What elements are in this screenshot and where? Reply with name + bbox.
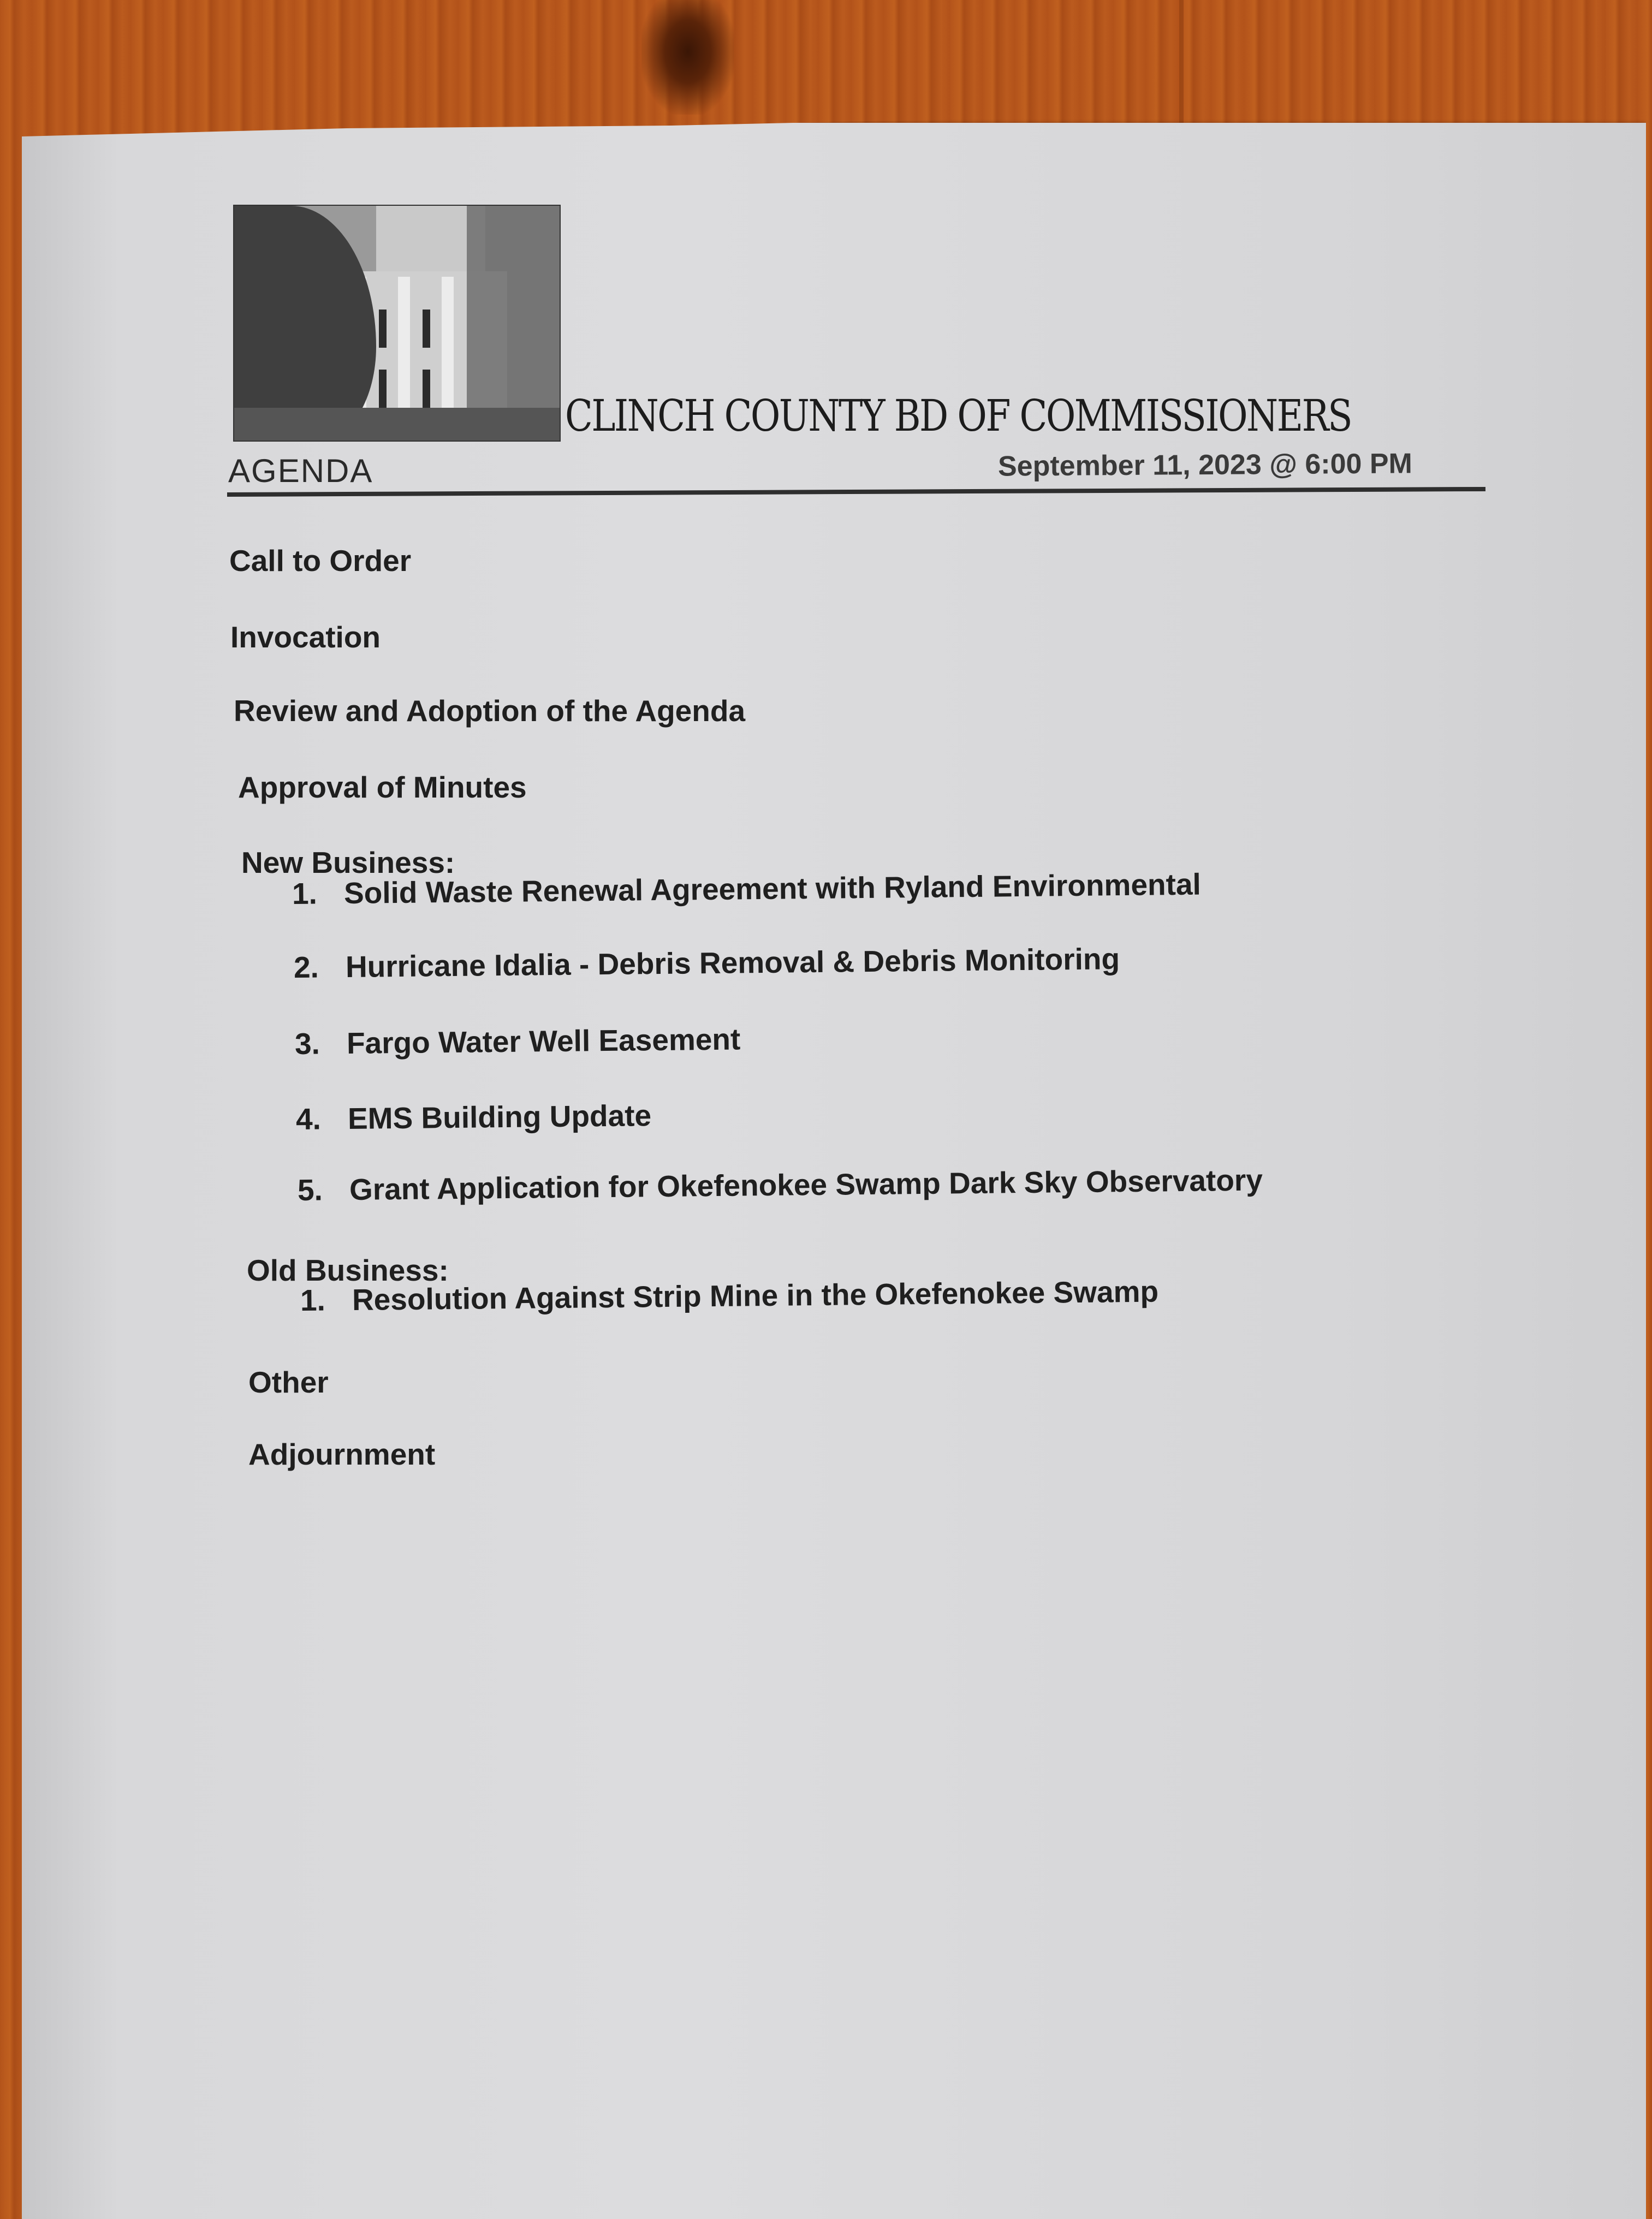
photo-column bbox=[398, 277, 410, 413]
item-number: 5. bbox=[297, 1173, 323, 1207]
agenda-item-adjournment: Adjournment bbox=[248, 1437, 436, 1471]
photo-window bbox=[423, 370, 430, 408]
item-text: Grant Application for Okefenokee Swamp Dark Sky Observatory bbox=[349, 1163, 1263, 1207]
item-number: 1. bbox=[292, 876, 318, 911]
agenda-label: AGENDA bbox=[228, 453, 373, 489]
courthouse-photo bbox=[233, 205, 561, 442]
item-number: 4. bbox=[295, 1102, 322, 1136]
item-text: EMS Building Update bbox=[347, 1098, 652, 1136]
item-number: 1. bbox=[300, 1283, 326, 1317]
photo-tree-right bbox=[467, 206, 560, 441]
photo-tree-left bbox=[234, 206, 376, 441]
photo-window bbox=[423, 310, 430, 348]
wood-board-seam bbox=[1179, 0, 1184, 136]
item-text: Resolution Against Strip Mine in the Okefenokee Swamp bbox=[352, 1274, 1159, 1317]
old-business-heading: Old Business: bbox=[247, 1253, 449, 1287]
photo-window bbox=[379, 370, 387, 408]
agenda-item-invocation: Invocation bbox=[230, 620, 381, 654]
new-business-item bbox=[295, 1021, 741, 1061]
meeting-datetime: September 11, 2023 @ 6:00 PM bbox=[997, 448, 1413, 483]
agenda-item-review: Review and Adoption of the Agenda bbox=[234, 694, 746, 728]
item-number: 3. bbox=[294, 1026, 320, 1061]
item-text: Solid Waste Renewal Agreement with Ryland Environmental bbox=[343, 867, 1202, 911]
photo-ground bbox=[234, 408, 560, 441]
photo-column bbox=[442, 277, 454, 413]
agenda-item-minutes: Approval of Minutes bbox=[238, 770, 527, 804]
document-title: CLINCH COUNTY BD OF COMMISSIONERS bbox=[565, 390, 1352, 441]
agenda-item-call-to-order: Call to Order bbox=[229, 544, 412, 578]
new-business-item bbox=[296, 1098, 652, 1137]
agenda-item-other: Other bbox=[248, 1365, 329, 1399]
item-number: 2. bbox=[293, 950, 319, 984]
new-business-heading: New Business: bbox=[241, 846, 455, 879]
photo-window bbox=[379, 310, 387, 348]
item-text: Fargo Water Well Easement bbox=[346, 1022, 741, 1061]
item-text: Hurricane Idalia - Debris Removal & Debris Monitoring bbox=[345, 942, 1120, 984]
wood-knot bbox=[641, 0, 734, 115]
